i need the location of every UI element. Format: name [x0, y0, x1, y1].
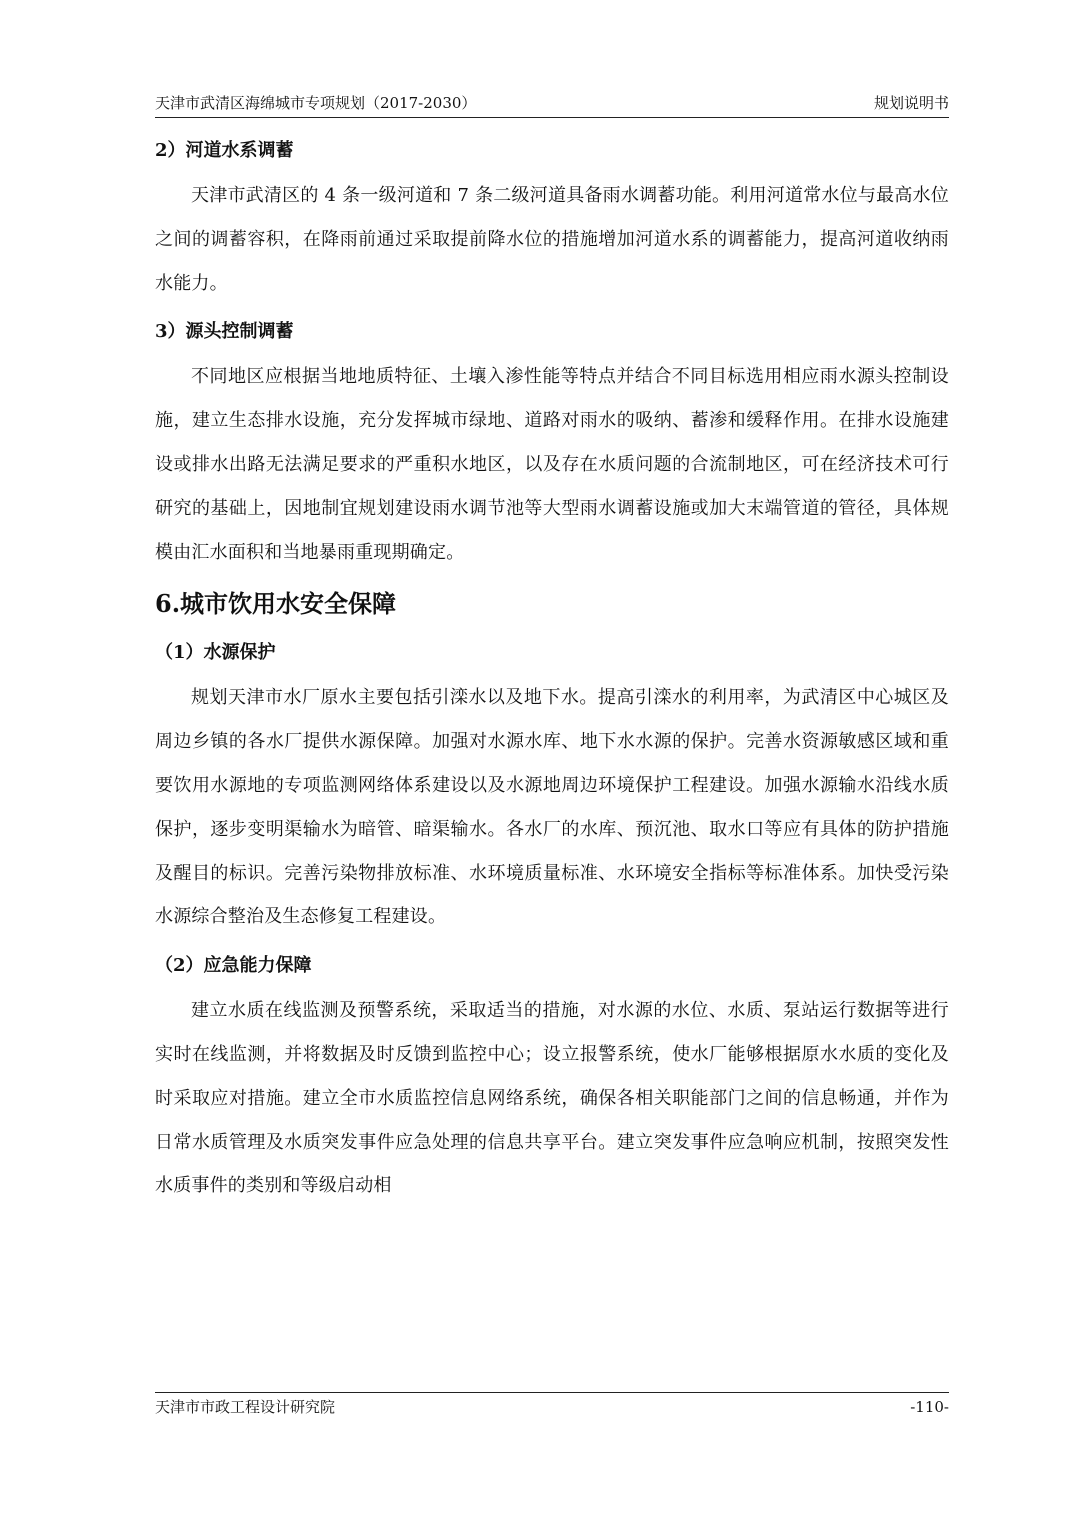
- subsection-emergency-capacity: [155, 943, 949, 1208]
- section-source-control: [155, 309, 949, 574]
- subsection-heading: （2）应急能力保障: [155, 955, 312, 977]
- section-river-storage: [155, 128, 949, 305]
- subsection-paragraph: 建立水质在线监测及预警系统，采取适当的措施，对水源的水位、水质、泵站运行数据等进行实时在线监测，并将数据及时反馈到监控中心；设立报警系统，使水厂能够根据原水水质的变化及时采取应对措施。建立全市水质监控信息网络系统，确保各相关职能部门之间的信息畅通，并作为日常水质管理及水质突发事件应急处理的信息共享平台。建立突发事件应急响应机制，按照突发性水质事件的类别和等级启动相: [155, 1000, 949, 1197]
- page-footer: [155, 1396, 949, 1418]
- footer-organization: 天津市市政工程设计研究院: [155, 1398, 336, 1416]
- header-rule: [155, 117, 949, 118]
- header-doc-type: 规划说明书: [873, 94, 949, 112]
- section-paragraph: 天津市武清区的 4 条一级河道和 7 条二级河道具备雨水调蓄功能。利用河道常水位与最高水位之间的调蓄容积，在降雨前通过采取提前降水位的措施增加河道水系的调蓄能力，提高河道收纳雨水能力。: [155, 185, 949, 294]
- header-title: 天津市武清区海绵城市专项规划（2017-2030）: [155, 94, 477, 112]
- section-paragraph: 不同地区应根据当地地质特征、土壤入渗性能等特点并结合不同目标选用相应雨水源头控制设施，建立生态排水设施，充分发挥城市绿地、道路对雨水的吸纳、蓄渗和缓释作用。在排水设施建设或排水出路无法满足要求的严重积水地区，以及存在水质问题的合流制地区，可在经济技术可行研究的基础上，因地制宜规划建设雨水调节池等大型雨水调蓄设施或加大末端管道的管径，具体规模由汇水面积和当地暴雨重现期确定。: [155, 366, 949, 563]
- subsection-heading: （1）水源保护: [155, 642, 276, 664]
- section-heading: 2）河道水系调蓄: [155, 140, 294, 161]
- subsection-paragraph: 规划天津市水厂原水主要包括引滦水以及地下水。提高引滦水的利用率，为武清区中心城区及周边乡镇的各水厂提供水源保障。加强对水源水库、地下水水源的保护。完善水资源敏感区域和重要饮用水源地的专项监测网络体系建设以及水源地周边环境保护工程建设。加强水源输水沿线水质保护，逐步变明渠输水为暗管、暗渠输水。各水厂的水库、预沉池、取水口等应有具体的防护措施及醒目的标识。完善污染物排放标准、水环境质量标准、水环境安全指标等标准体系。加快受污染水源综合整治及生态修复工程建设。: [155, 687, 949, 928]
- section-heading: 3）源头控制调蓄: [155, 321, 294, 343]
- footer-rule: [155, 1392, 949, 1393]
- page-header: [155, 92, 949, 114]
- chapter-title: 6.城市饮用水安全保障: [155, 589, 397, 619]
- page-number: -110-: [910, 1398, 949, 1416]
- page-body: [155, 128, 949, 1212]
- subsection-water-source-protection: [155, 630, 949, 939]
